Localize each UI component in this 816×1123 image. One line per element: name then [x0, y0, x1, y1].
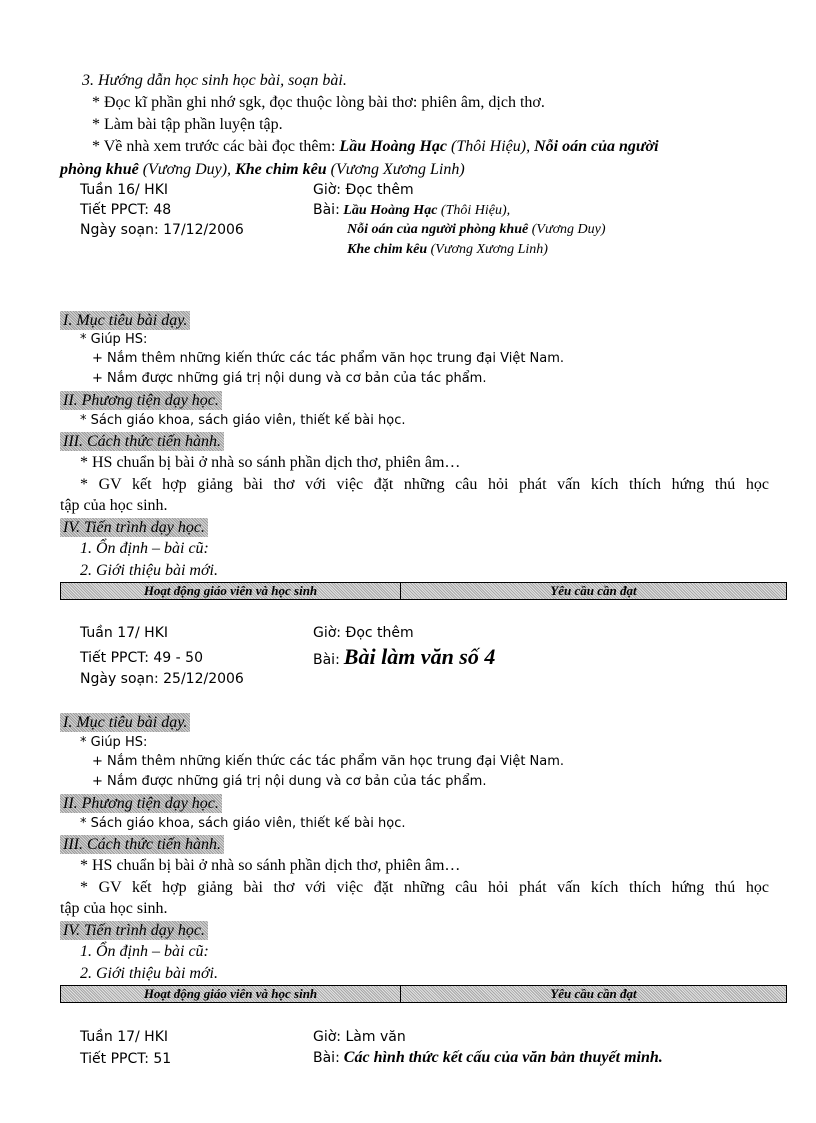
lesson2-type-label: Giờ: — [313, 625, 342, 641]
lesson1-date: Ngày soạn: 17/12/2006 — [80, 222, 244, 238]
lesson1-sec1-heading: I. Mục tiêu bài dạy. — [60, 311, 190, 330]
lesson3-title: Các hình thức kết cấu của văn bản thuyết minh. — [343, 1049, 663, 1066]
lesson3-type-value: Làm văn — [345, 1029, 406, 1045]
poem1-title: Lầu Hoàng Hạc — [339, 138, 447, 155]
poem3-title: Khe chim kêu — [235, 161, 327, 178]
lesson1-title-line3 — [347, 242, 548, 258]
lesson1-title3: Khe chim kêu — [347, 242, 428, 257]
lesson2-activity-table-header — [60, 985, 787, 1003]
lesson2-sec3-b: * GV kết hợp giảng bài thơ với việc đặt những câu hỏi phát vấn kích thích hứng thú học — [80, 879, 769, 896]
poem1-author: (Thôi Hiệu), — [450, 138, 531, 155]
lesson1-sec4-heading: IV. Tiến trình dạy học. — [60, 518, 208, 537]
lesson1-sec3-heading: III. Cách thức tiến hành. — [60, 432, 224, 451]
homework-item-3-cont — [60, 161, 465, 179]
lesson3-week: Tuần 17/ HKI — [80, 1029, 169, 1045]
lesson1-title2: Nỗi oán của người phòng khuê — [347, 222, 529, 237]
lesson1-sec2-a: * Sách giáo khoa, sách giáo viên, thiết kế bài học. — [80, 413, 406, 428]
lesson1-author1: (Thôi Hiệu), — [440, 203, 511, 218]
poem2-title-b: phòng khuê — [60, 161, 139, 178]
lesson1-sec1-b: + Nắm thêm những kiến thức các tác phẩm văn học trung đại Việt Nam. — [92, 351, 565, 366]
poem2-author: (Vương Duy), — [142, 161, 232, 178]
lesson1-sec3-b: * GV kết hợp giảng bài thơ với việc đặt những câu hỏi phát vấn kích thích hứng thú học — [80, 476, 769, 493]
lesson1-week: Tuần 16/ HKI — [80, 182, 169, 198]
lesson2-week: Tuần 17/ HKI — [80, 625, 169, 641]
lesson1-sec4-b: 2. Giới thiệu bài mới. — [80, 562, 218, 579]
lesson2-lesson-label: Bài: — [313, 652, 340, 668]
lesson2-date: Ngày soạn: 25/12/2006 — [80, 671, 244, 687]
lesson1-period: Tiết PPCT: 48 — [80, 202, 172, 218]
lesson1-title1: Lầu Hoàng Hạc — [343, 203, 438, 218]
lesson3-type-label: Giờ: — [313, 1029, 342, 1045]
lesson1-sec2-heading: II. Phương tiện dạy học. — [60, 391, 222, 410]
lesson1-sec1-a: * Giúp HS: — [80, 332, 148, 347]
lesson1-author3: (Vương Xương Linh) — [430, 242, 548, 257]
homework-item-3-prefix: * Về nhà xem trước các bài đọc thêm: — [92, 138, 336, 155]
lesson3-period: Tiết PPCT: 51 — [80, 1051, 172, 1067]
lesson2-sec2-heading: II. Phương tiện dạy học. — [60, 794, 222, 813]
lesson2-sec3-c: tập của học sinh. — [60, 900, 168, 917]
lesson2-sec2-a: * Sách giáo khoa, sách giáo viên, thiết kế bài học. — [80, 816, 406, 831]
lesson2-type — [313, 625, 414, 641]
lesson1-sec1-c: + Nắm được những giá trị nội dung và cơ bản của tác phẩm. — [92, 371, 487, 386]
lesson2-sec1-heading: I. Mục tiêu bài dạy. — [60, 713, 190, 732]
lesson3-type — [313, 1029, 406, 1045]
lesson2-col-activities: Hoạt động giáo viên và học sinh — [61, 986, 401, 1002]
lesson1-type-value: Đọc thêm — [345, 182, 414, 198]
lesson2-sec4-b: 2. Giới thiệu bài mới. — [80, 965, 218, 982]
lesson2-title-line — [313, 644, 495, 670]
lesson1-sec3-a: * HS chuẩn bị bài ở nhà so sánh phần dịch thơ, phiên âm… — [80, 454, 461, 471]
lesson1-author2: (Vương Duy) — [531, 222, 606, 237]
lesson2-period: Tiết PPCT: 49 - 50 — [80, 650, 203, 666]
lesson1-col-requirements: Yêu cầu cần đạt — [550, 583, 637, 598]
lesson1-sec3-c: tập của học sinh. — [60, 497, 168, 514]
lesson1-title-line2 — [347, 222, 606, 238]
homework-heading: 3. Hướng dẫn học sinh học bài, soạn bài. — [82, 72, 347, 89]
lesson2-sec4-a: 1. Ổn định – bài cũ: — [80, 943, 209, 960]
lesson2-sec4-heading: IV. Tiến trình dạy học. — [60, 921, 208, 940]
lesson2-col-requirements: Yêu cầu cần đạt — [550, 986, 637, 1001]
lesson2-sec1-b: + Nắm thêm những kiến thức các tác phẩm văn học trung đại Việt Nam. — [92, 754, 565, 769]
lesson1-col-activities: Hoạt động giáo viên và học sinh — [61, 583, 401, 599]
homework-item-1: * Đọc kĩ phần ghi nhớ sgk, đọc thuộc lòng bài thơ: phiên âm, dịch thơ. — [92, 94, 545, 111]
poem3-author: (Vương Xương Linh) — [330, 161, 465, 178]
lesson2-sec1-c: + Nắm được những giá trị nội dung và cơ bản của tác phẩm. — [92, 774, 487, 789]
homework-item-2: * Làm bài tập phần luyện tập. — [92, 116, 283, 133]
lesson1-title-line1 — [313, 202, 510, 219]
lesson2-sec1-a: * Giúp HS: — [80, 735, 148, 750]
lesson1-sec4-a: 1. Ổn định – bài cũ: — [80, 540, 209, 557]
poem2-title-a: Nỗi oán của người — [534, 138, 659, 155]
lesson3-lesson-label: Bài: — [313, 1050, 340, 1066]
homework-item-3 — [92, 138, 767, 156]
lesson2-sec3-a: * HS chuẩn bị bài ở nhà so sánh phần dịch thơ, phiên âm… — [80, 857, 461, 874]
lesson1-activity-table-header — [60, 582, 787, 600]
lesson2-sec3-heading: III. Cách thức tiến hành. — [60, 835, 224, 854]
lesson2-type-value: Đọc thêm — [345, 625, 414, 641]
lesson3-title-line — [313, 1049, 663, 1067]
lesson1-type-label: Giờ: — [313, 182, 342, 198]
lesson2-title: Bài làm văn số 4 — [343, 644, 496, 669]
lesson1-lesson-label: Bài: — [313, 202, 340, 218]
lesson1-type — [313, 182, 414, 198]
